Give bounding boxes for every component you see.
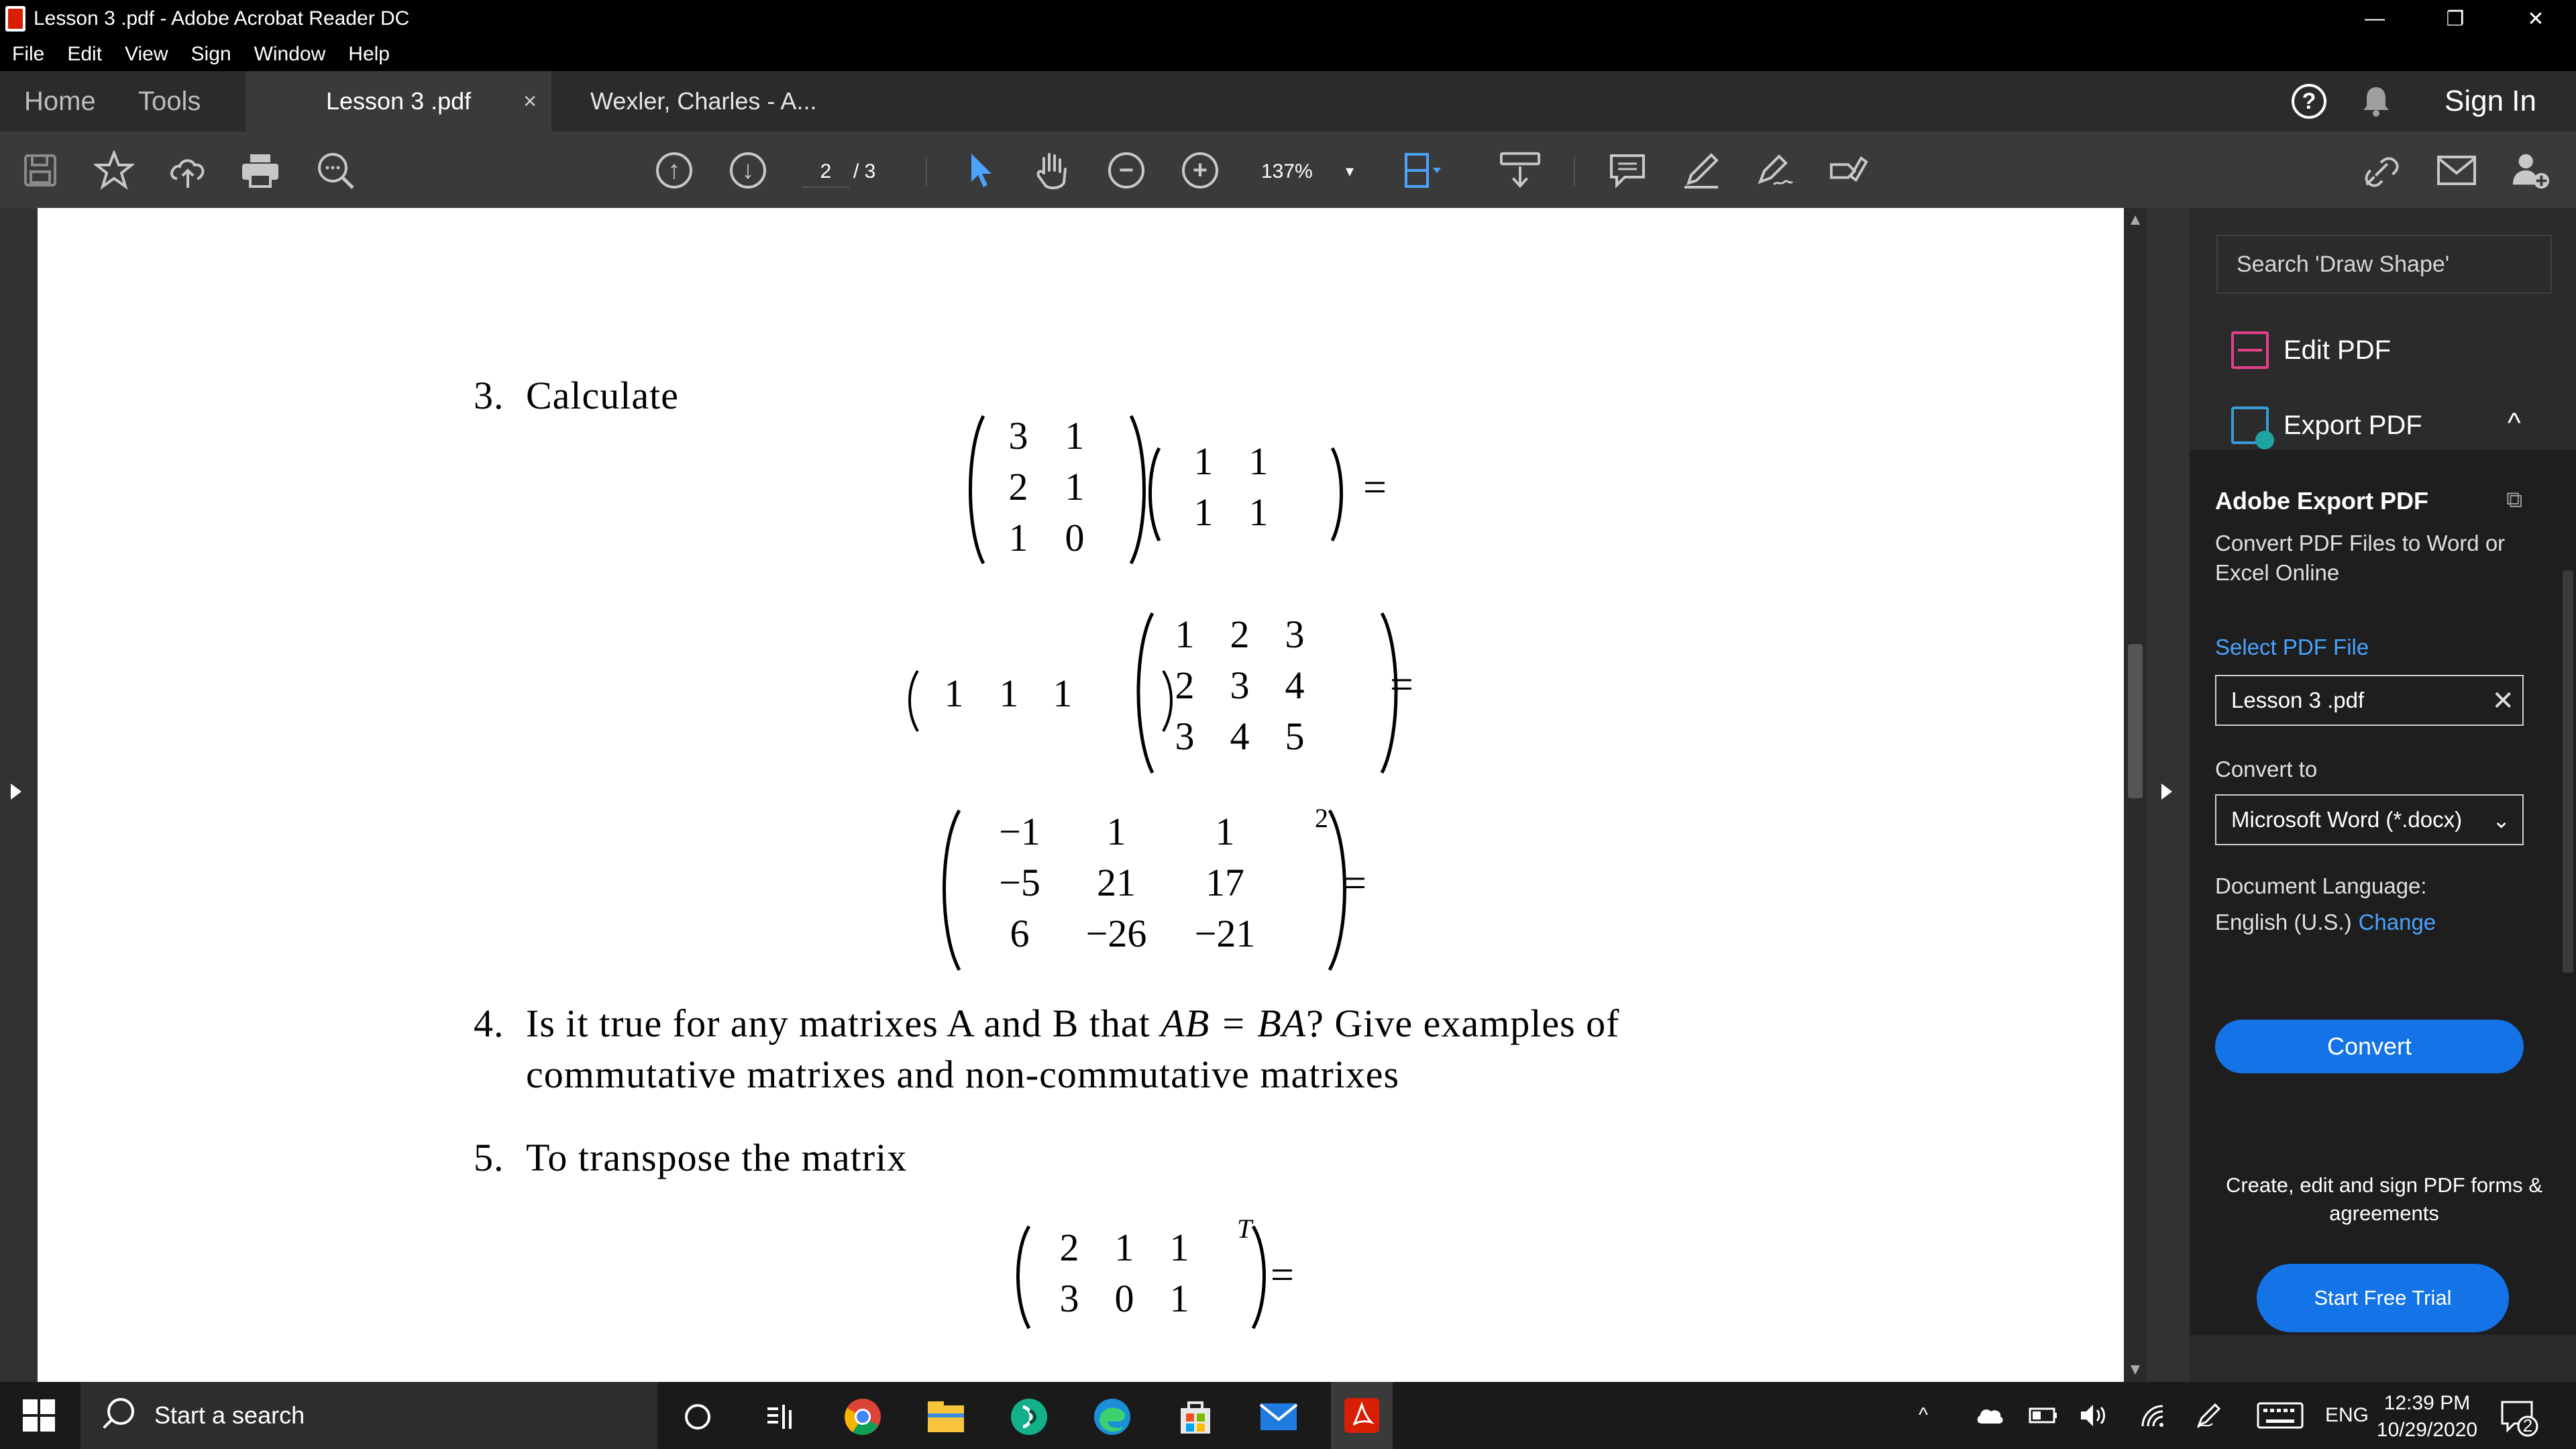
matrix-3-cell: 17: [1205, 861, 1244, 904]
edit-pdf-tool[interactable]: [2231, 326, 2391, 374]
scrollbar-thumb[interactable]: [2128, 644, 2143, 798]
matrix-4-cell: 1: [1114, 1226, 1134, 1269]
add-user-icon[interactable]: [2510, 150, 2551, 191]
toolbar-divider: [1574, 157, 1575, 186]
close-tab-icon[interactable]: ×: [523, 89, 537, 114]
minimize-button[interactable]: —: [2365, 7, 2385, 30]
save-icon[interactable]: [20, 150, 60, 191]
taskbar-search-placeholder: Start a search: [154, 1401, 305, 1429]
matrix-1b-cell: 1: [1248, 490, 1269, 534]
export-pdf-label: Export PDF: [2284, 410, 2422, 440]
battery-icon[interactable]: [2029, 1382, 2058, 1449]
notification-count: 2: [2522, 1415, 2533, 1436]
item-3-number: 3.: [474, 374, 504, 417]
tab-lesson-3-label: Lesson 3 .pdf: [326, 87, 472, 115]
matrix-3-cell: −21: [1194, 912, 1256, 955]
windows-start-icon[interactable]: [23, 1399, 55, 1432]
help-icon[interactable]: ?: [2292, 84, 2326, 119]
change-language-link[interactable]: Change: [2358, 910, 2436, 934]
menu-sign[interactable]: Sign: [191, 43, 231, 65]
edit-pdf-icon: [2231, 331, 2269, 369]
selected-file-name: Lesson 3 .pdf: [2231, 688, 2365, 712]
export-pdf-icon: [2231, 407, 2269, 444]
clock-time: 12:39 PM: [2383, 1392, 2471, 1414]
zoom-dropdown-icon[interactable]: ▾: [1346, 162, 1354, 180]
matrix-2-cell: 4: [1230, 714, 1250, 758]
search-zoom-icon[interactable]: [315, 150, 356, 191]
matrix-4-cell: 0: [1114, 1277, 1134, 1320]
matrix-4-cell: 3: [1059, 1277, 1079, 1320]
comment-icon[interactable]: [1607, 150, 1648, 191]
export-panel-scroll-thumb[interactable]: [2563, 570, 2573, 973]
matrix-2-cell: 5: [1285, 714, 1305, 758]
export-panel-description: Convert PDF Files to Word or Excel Online: [2215, 531, 2506, 585]
upload-cloud-icon[interactable]: [168, 150, 208, 191]
language-indicator[interactable]: ENG: [2325, 1404, 2369, 1426]
matrix-4-cell: 1: [1169, 1277, 1189, 1320]
select-pdf-file-link[interactable]: Select PDF File: [2215, 635, 2369, 659]
edit-pdf-label: Edit PDF: [2284, 335, 2392, 365]
acrobat-app-icon: [5, 6, 25, 32]
select-cursor-icon[interactable]: [961, 150, 1001, 191]
matrix-3-cell: 21: [1097, 861, 1136, 904]
item-4-math: AB = BA: [1161, 1002, 1307, 1045]
cortana-icon[interactable]: [676, 1395, 719, 1438]
row-vector-cell: 1: [944, 672, 964, 715]
equals-sign: =: [1363, 465, 1387, 511]
matrix-1a-cell: 1: [1065, 414, 1085, 458]
menu-bar: [0, 38, 2576, 71]
pen-icon[interactable]: [2195, 1382, 2222, 1449]
window-title: Lesson 3 .pdf - Adobe Acrobat Reader DC: [34, 7, 410, 30]
onedrive-icon[interactable]: [1975, 1382, 2004, 1449]
page-number-input[interactable]: 2: [802, 156, 849, 188]
matrix-3-cell: −5: [999, 861, 1040, 904]
selected-file-field[interactable]: [2215, 675, 2524, 726]
media-app-icon[interactable]: [1008, 1395, 1051, 1438]
matrix-3-cell: 6: [1010, 912, 1030, 955]
mail-icon[interactable]: [1257, 1395, 1300, 1438]
keyboard-scroll-icon[interactable]: [1500, 150, 1540, 191]
export-panel-scrollbar[interactable]: [2560, 530, 2576, 1335]
matrix-1a-cell: 2: [1008, 465, 1028, 508]
row-vector-cell: 1: [1053, 672, 1073, 715]
bell-icon[interactable]: [2360, 85, 2392, 117]
zoom-level[interactable]: 137%: [1261, 160, 1313, 182]
matrix-2-cell: 4: [1285, 663, 1305, 707]
volume-icon[interactable]: [2080, 1382, 2109, 1449]
tools-search-input[interactable]: Search 'Draw Shape': [2216, 235, 2552, 294]
export-pdf-tool[interactable]: [2231, 401, 2422, 449]
matrix-1b-cell: 1: [1193, 439, 1214, 483]
matrix-1b-cell: 1: [1248, 439, 1269, 483]
clock-date: 10/29/2020: [2376, 1419, 2478, 1441]
tab-lesson-3[interactable]: [246, 71, 551, 131]
restore-button[interactable]: ❐: [2446, 7, 2465, 30]
document-scrollbar[interactable]: [2124, 208, 2147, 1382]
menu-window[interactable]: Window: [254, 43, 326, 65]
menu-file[interactable]: File: [12, 43, 45, 65]
email-icon[interactable]: [2436, 150, 2477, 191]
item-5-text: To transpose the matrix: [526, 1136, 908, 1179]
highlight-pen-icon[interactable]: [1681, 150, 1721, 191]
convert-to-label: Convert to: [2215, 757, 2318, 782]
tab-home[interactable]: Home: [24, 86, 96, 116]
zoom-in-icon[interactable]: +: [1182, 152, 1218, 189]
collapse-right-pane-icon[interactable]: [2161, 784, 2172, 800]
task-view-icon[interactable]: [758, 1395, 801, 1438]
chrome-icon[interactable]: [841, 1395, 884, 1438]
previous-page-icon[interactable]: ↑: [656, 152, 692, 189]
matrix-2-cell: 3: [1175, 714, 1195, 758]
copy-icon[interactable]: ⧉: [2506, 487, 2523, 513]
search-icon: [107, 1398, 134, 1425]
matrix-3-cell: 1: [1106, 810, 1126, 853]
clear-file-icon[interactable]: ✕: [2491, 686, 2514, 716]
export-panel-title: Adobe Export PDF: [2215, 487, 2429, 515]
matrix-2-cell: 2: [1230, 612, 1250, 656]
store-icon[interactable]: [1174, 1395, 1217, 1438]
equals-sign: =: [1343, 861, 1366, 906]
convert-to-select[interactable]: [2215, 794, 2524, 845]
close-window-button[interactable]: ✕: [2527, 7, 2544, 30]
system-clock[interactable]: [2367, 1390, 2487, 1444]
matrix-3-cell: −26: [1085, 912, 1147, 955]
item-3-text: Calculate: [526, 374, 680, 417]
transpose-symbol: T: [1237, 1214, 1252, 1244]
item-5-number: 5.: [474, 1136, 504, 1179]
print-icon[interactable]: [240, 150, 280, 191]
menu-view[interactable]: View: [125, 43, 168, 65]
document-language: [2215, 910, 2436, 935]
start-free-trial-button[interactable]: Start Free Trial: [2257, 1264, 2509, 1332]
sign-in-button[interactable]: Sign In: [2445, 85, 2536, 117]
document-language-label: Document Language:: [2215, 873, 2427, 898]
matrix-3-cell: 1: [1215, 810, 1235, 853]
star-icon[interactable]: [94, 150, 134, 191]
equals-sign: =: [1271, 1252, 1294, 1298]
chevron-up-icon[interactable]: ^: [2508, 407, 2521, 438]
tab-bar: [0, 71, 2576, 131]
item-4-line-2: commutative matrixes and non-commutative matrixes: [526, 1053, 1400, 1096]
page-total: / 3: [853, 160, 876, 182]
tab-tools[interactable]: Tools: [138, 86, 201, 116]
acrobat-taskbar-icon[interactable]: [1331, 1382, 1393, 1449]
windows-taskbar: [0, 1382, 2576, 1449]
matrix-1b-cell: 1: [1193, 490, 1214, 534]
matrix-2-cell: 2: [1175, 663, 1195, 707]
wifi-icon[interactable]: [2140, 1382, 2167, 1449]
promo-text: Create, edit and sign PDF forms & agreements: [2225, 1173, 2543, 1225]
pdf-page: [38, 208, 2124, 1382]
scroll-up-icon[interactable]: ▲: [2127, 211, 2143, 229]
matrix-2-cell: 1: [1175, 612, 1195, 656]
matrix-1a-cell: 1: [1065, 465, 1085, 508]
menu-help[interactable]: Help: [348, 43, 390, 65]
matrix-1a-cell: 1: [1008, 516, 1028, 559]
item-4-text-a: Is it true for any matrixes A and B that: [526, 1002, 1161, 1045]
convert-to-value: Microsoft Word (*.docx): [2231, 807, 2463, 832]
sign-pen-icon[interactable]: [1755, 150, 1795, 191]
notification-center-icon[interactable]: [2496, 1395, 2538, 1438]
tab-wexler-label: Wexler, Charles - A...: [590, 87, 817, 115]
matrix-4-cell: 1: [1169, 1226, 1189, 1269]
convert-button[interactable]: Convert: [2215, 1020, 2524, 1073]
fill-sign-icon[interactable]: [1829, 150, 1869, 191]
edge-icon[interactable]: [1091, 1395, 1134, 1438]
taskbar-search-input[interactable]: [80, 1382, 657, 1449]
matrix-3-cell: −1: [999, 810, 1040, 853]
matrix-2-cell: 3: [1230, 663, 1250, 707]
item-4-number: 4.: [474, 1002, 504, 1045]
file-explorer-icon[interactable]: [924, 1395, 967, 1438]
chevron-down-icon: ⌄: [2492, 808, 2510, 833]
matrix-3-exponent: 2: [1315, 803, 1328, 833]
item-4-line-1: [526, 1001, 1619, 1046]
item-4-text-b: ? Give examples of: [1306, 1002, 1620, 1045]
matrix-1a-cell: 0: [1065, 516, 1085, 559]
toolbar: [0, 131, 2576, 208]
tools-pane: [2190, 208, 2576, 1382]
title-bar: [0, 0, 2576, 38]
zoom-out-icon[interactable]: −: [1108, 152, 1144, 189]
keyboard-icon[interactable]: [2257, 1382, 2304, 1449]
row-vector-cell: 1: [999, 672, 1019, 715]
window-controls: [2334, 0, 2576, 38]
matrix-4-cell: 2: [1059, 1226, 1079, 1269]
fit-page-icon[interactable]: [1402, 150, 1442, 191]
expand-left-pane-icon[interactable]: [11, 784, 21, 800]
toolbar-divider: [926, 157, 927, 186]
next-page-icon[interactable]: ↓: [730, 152, 766, 189]
equals-sign: =: [1390, 662, 1413, 708]
document-language-value: English (U.S.): [2215, 910, 2352, 934]
matrix-2-cell: 3: [1285, 612, 1305, 656]
tray-chevron-icon[interactable]: ^: [1919, 1404, 1929, 1426]
share-link-icon[interactable]: [2361, 150, 2402, 191]
tab-wexler[interactable]: [551, 71, 820, 131]
scroll-down-icon[interactable]: ▼: [2127, 1360, 2143, 1379]
matrix-1a-cell: 3: [1008, 414, 1028, 458]
hand-tool-icon[interactable]: [1033, 150, 1073, 191]
menu-edit[interactable]: Edit: [67, 43, 103, 65]
